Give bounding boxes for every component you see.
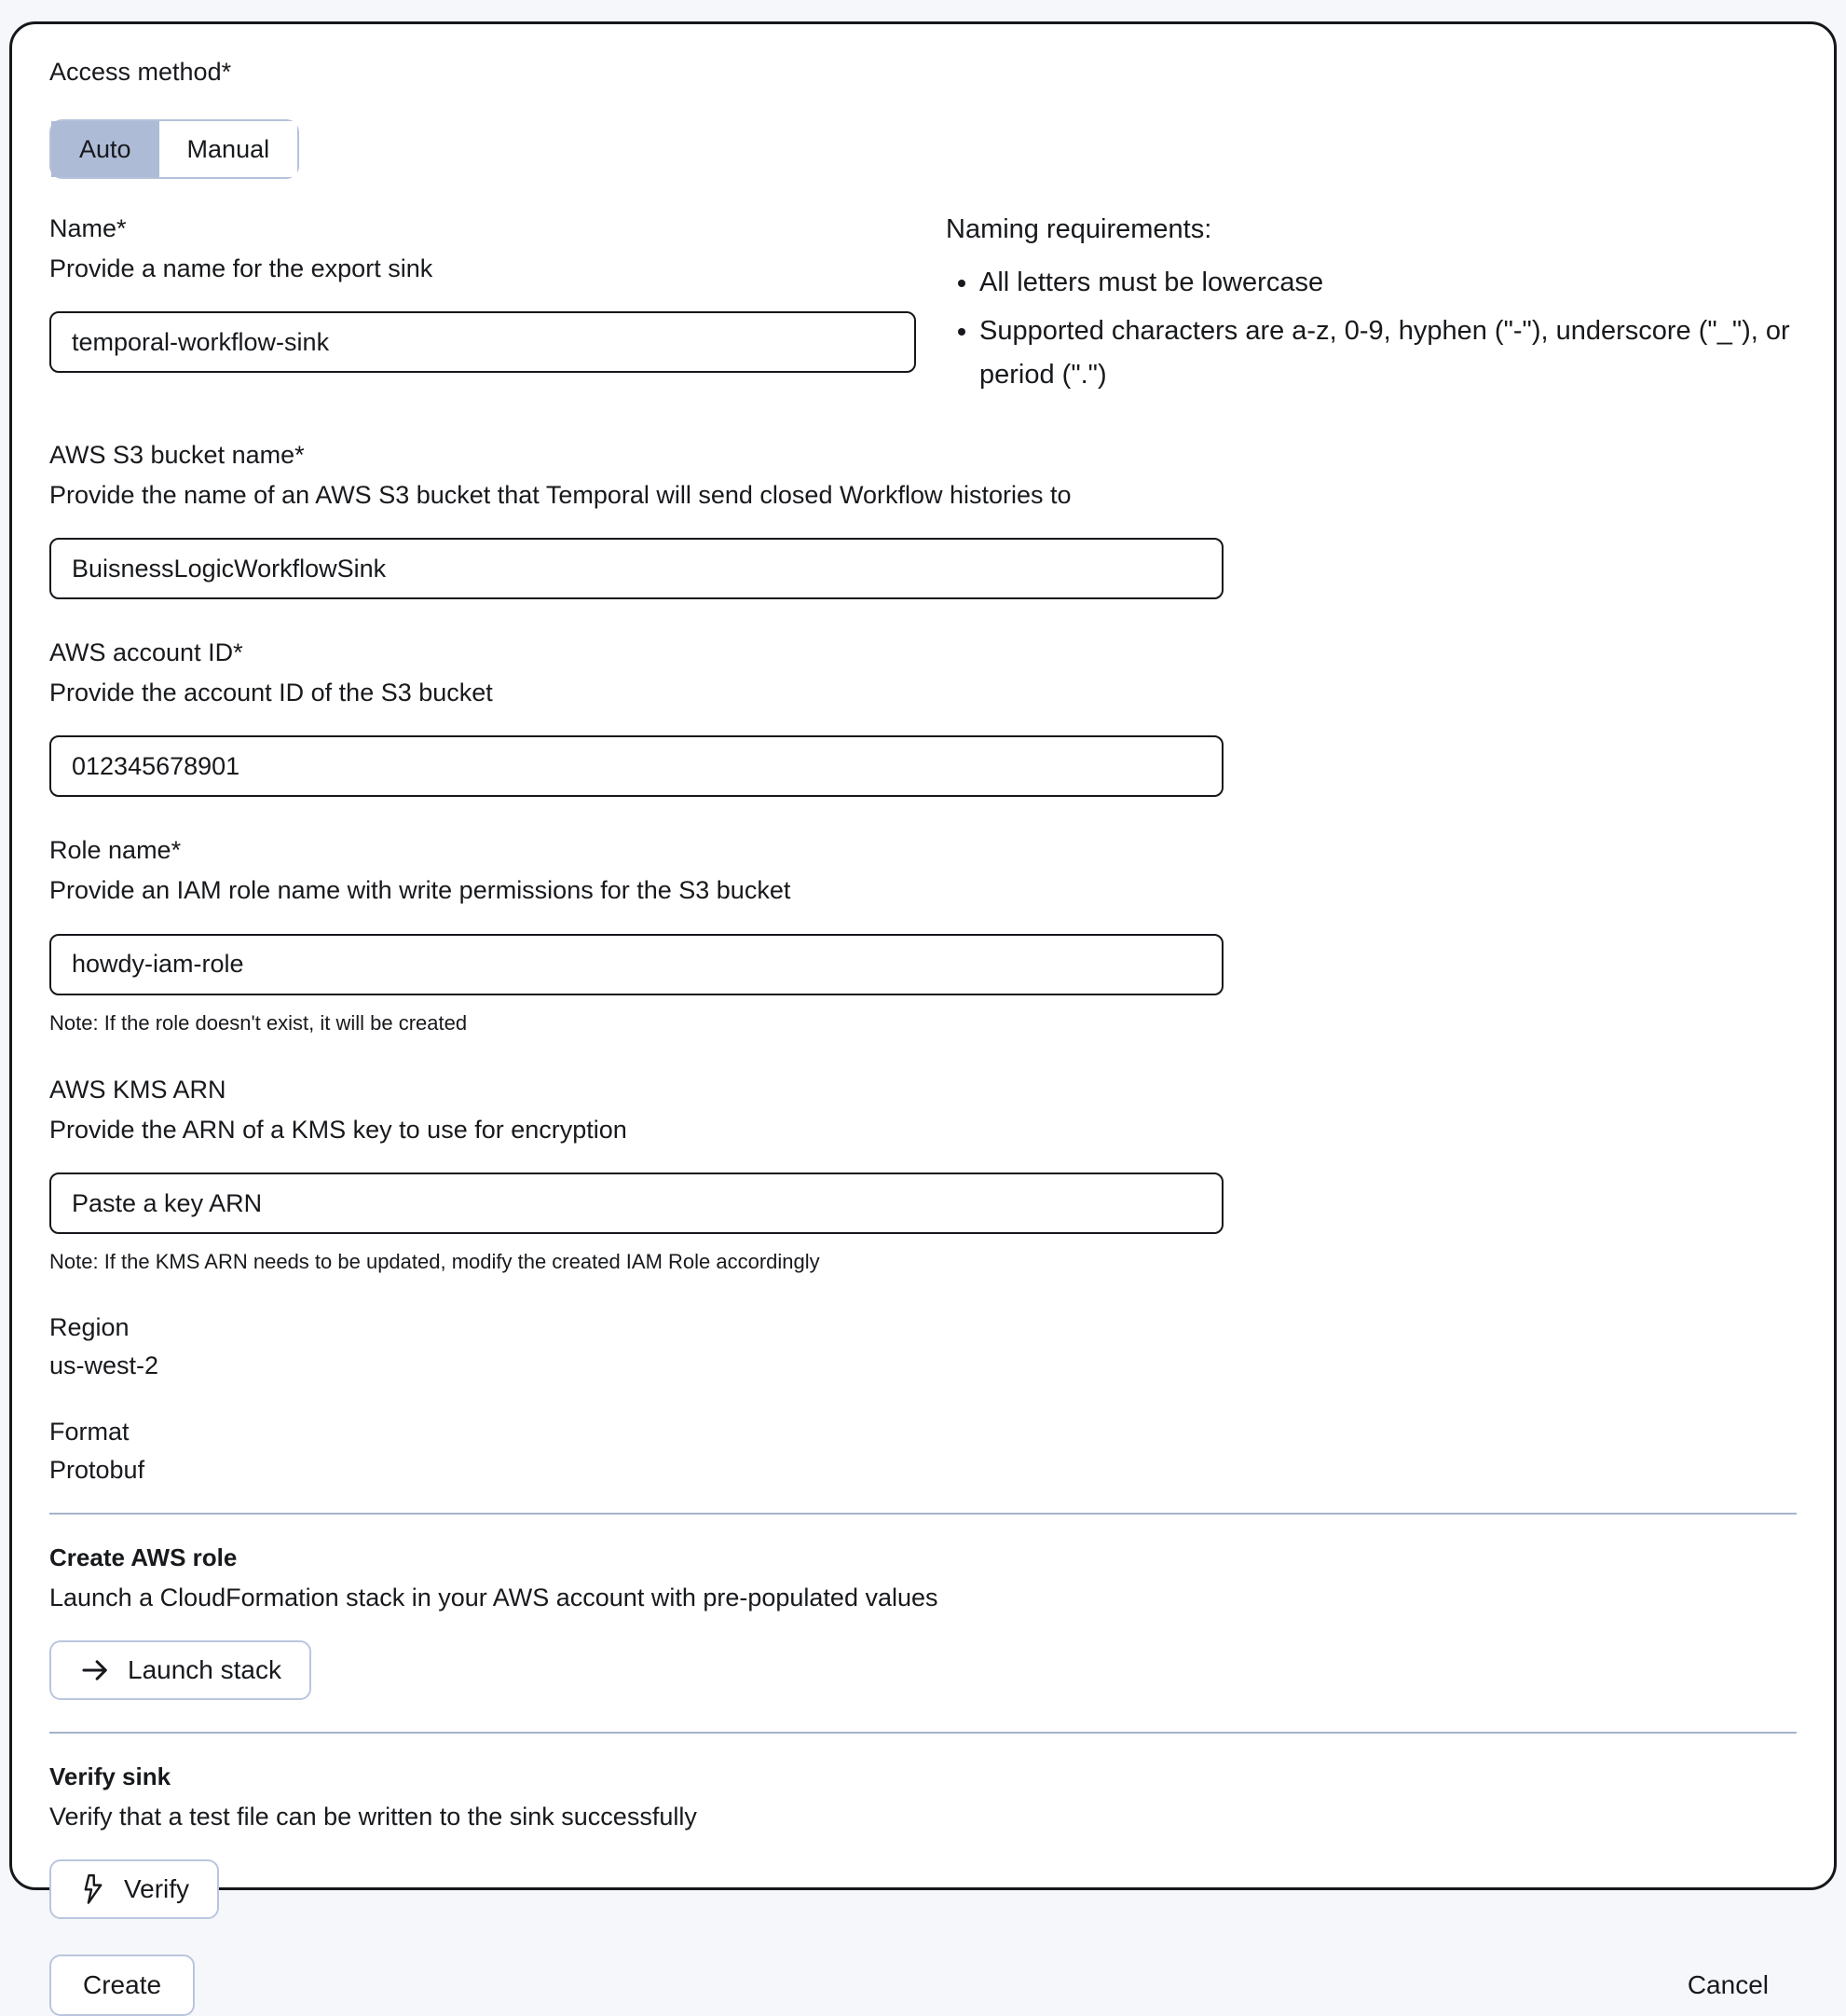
s3-bucket-input[interactable] bbox=[49, 538, 1224, 599]
naming-requirements-title: Naming requirements: bbox=[946, 214, 1212, 245]
cancel-button[interactable]: Cancel bbox=[1682, 1969, 1774, 2001]
form-actions bbox=[49, 1954, 1797, 2016]
create-aws-role-title: Create AWS role bbox=[49, 1543, 238, 1572]
kms-arn-note: Note: If the KMS ARN needs to be updated, modify the created IAM Role accordingly bbox=[49, 1250, 820, 1274]
name-input[interactable] bbox=[49, 311, 916, 373]
kms-arn-input[interactable] bbox=[49, 1173, 1224, 1234]
create-aws-role-section bbox=[49, 1543, 1797, 1700]
verify-button-label: Verify bbox=[124, 1873, 190, 1903]
format-field bbox=[49, 1416, 1797, 1485]
kms-arn-description: Provide the ARN of a KMS key to use for encryption bbox=[49, 1116, 627, 1145]
section-divider bbox=[49, 1732, 1797, 1734]
account-id-field-group bbox=[49, 637, 1797, 797]
lightning-bolt-icon bbox=[79, 1873, 107, 1905]
name-label: Name* bbox=[49, 214, 127, 243]
name-field-group bbox=[49, 213, 916, 402]
naming-requirement-item: • Supported characters are a-z, 0-9, hyphen ("-"), underscore ("_"), or period (".") bbox=[979, 309, 1797, 396]
create-button[interactable] bbox=[49, 1954, 195, 2016]
create-aws-role-description: Launch a CloudFormation stack in your AWS account with pre-populated values bbox=[49, 1583, 938, 1611]
s3-bucket-field-group bbox=[49, 439, 1797, 599]
region-label: Region bbox=[49, 1312, 130, 1341]
role-name-field-group bbox=[49, 834, 1797, 1036]
arrow-right-icon bbox=[79, 1654, 111, 1686]
s3-bucket-description: Provide the name of an AWS S3 bucket that Temporal will send closed Workflow histories to bbox=[49, 481, 1072, 510]
create-button-label: Create bbox=[83, 1969, 162, 1999]
access-method-option-manual[interactable]: Manual bbox=[159, 121, 298, 177]
name-and-requirements-row bbox=[49, 213, 1797, 402]
role-name-note: Note: If the role doesn't exist, it will be created bbox=[49, 1010, 468, 1035]
role-name-label: Role name* bbox=[49, 836, 182, 865]
launch-stack-button-label: Launch stack bbox=[128, 1654, 281, 1684]
kms-arn-field-group bbox=[49, 1074, 1797, 1276]
naming-requirements bbox=[946, 213, 1797, 402]
account-id-label: AWS account ID* bbox=[49, 638, 243, 667]
access-method-toggle bbox=[49, 119, 299, 179]
account-id-input[interactable] bbox=[49, 735, 1224, 797]
verify-button[interactable] bbox=[49, 1859, 219, 1919]
account-id-description: Provide the account ID of the S3 bucket bbox=[49, 679, 493, 707]
region-value: us-west-2 bbox=[49, 1351, 159, 1379]
kms-arn-label: AWS KMS ARN bbox=[49, 1076, 226, 1104]
format-value: Protobuf bbox=[49, 1456, 145, 1485]
verify-sink-section bbox=[49, 1762, 1797, 1919]
verify-sink-title: Verify sink bbox=[49, 1762, 171, 1790]
verify-sink-description: Verify that a test file can be written to the sink successfully bbox=[49, 1802, 697, 1831]
s3-bucket-label: AWS S3 bucket name* bbox=[49, 440, 305, 469]
section-divider bbox=[49, 1513, 1797, 1515]
access-method-label: Access method* bbox=[49, 58, 232, 86]
format-label: Format bbox=[49, 1417, 130, 1446]
access-method-option-auto[interactable]: Auto bbox=[51, 121, 159, 177]
naming-requirement-item: • All letters must be lowercase bbox=[979, 261, 1797, 304]
role-name-input[interactable] bbox=[49, 934, 1224, 995]
role-name-description: Provide an IAM role name with write permissions for the S3 bucket bbox=[49, 876, 791, 905]
naming-requirements-list bbox=[946, 261, 1797, 396]
launch-stack-button[interactable] bbox=[49, 1640, 311, 1700]
name-description: Provide a name for the export sink bbox=[49, 254, 433, 283]
region-field bbox=[49, 1311, 1797, 1380]
export-sink-form-card bbox=[9, 21, 1837, 1999]
